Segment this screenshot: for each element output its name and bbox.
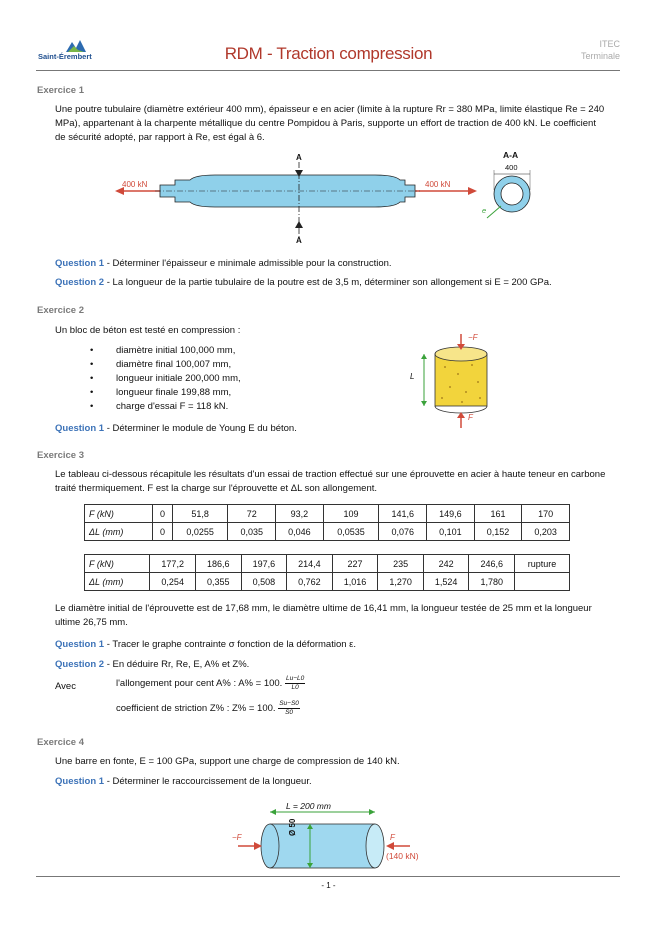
table-cell: 0,076 [379,523,427,541]
table-cell: 177,2 [150,555,196,573]
length-label: L [410,372,415,381]
table-cell: 141,6 [379,505,427,523]
table-cell: 197,6 [241,555,287,573]
exercise-3-title: Exercice 3 [37,450,85,461]
table-header: F (kN) [85,505,153,523]
formula-fraction [278,700,300,717]
table-cell: 0,508 [241,573,287,591]
logo-text: Saint-Érembert [38,52,92,61]
question-label: Question 1 [55,423,105,434]
table-cell: 0,355 [195,573,241,591]
exercise-1-question-1 [55,257,392,271]
table-cell: 242 [423,555,469,573]
table-cell: 93,2 [276,505,324,523]
list-item: • diamètre initial 100,000 mm, [90,344,241,358]
table-cell: 0,152 [474,523,522,541]
question-label: Question 2 [55,659,105,670]
table-header: ΔL (mm) [85,523,153,541]
table-cell: 0,762 [287,573,333,591]
table-cell: 109 [323,505,379,523]
list-item: • longueur initiale 200,000 mm, [90,372,241,386]
table-cell: 0,254 [150,573,196,591]
exercise-3-question-2 [55,658,249,672]
thickness-label: e [482,206,487,215]
table-cell: 0 [153,523,172,541]
formula-text: l'allongement pour cent A% : A% = 100. [116,678,283,690]
fraction-numerator: Lu−L0 [285,675,305,682]
exercise-1-title: Exercice 1 [37,85,85,96]
table-cell: 161 [474,505,522,523]
fraction-denominator: S0 [285,709,294,716]
table-cell: 0,035 [228,523,276,541]
table-cell: 0,203 [522,523,570,541]
question-label: Question 1 [55,776,105,787]
page-number: - 1 - [321,881,336,890]
table-header: F (kN) [85,555,150,573]
section-mark-bottom: A [296,236,302,245]
exercise-3-question-1 [55,638,356,652]
avec-label: Avec [55,681,76,692]
table-cell: 0,101 [427,523,475,541]
bar-diameter-label: Ø 50 [288,818,297,836]
exercise-2-intro: Un bloc de béton est testé en compression : [55,325,241,336]
table-cell: 51,8 [172,505,228,523]
list-item: • charge d'essai F = 118 kN. [90,400,241,414]
fraction-denominator: L0 [291,684,299,691]
question-text: - Déterminer le module de Young E du béton. [104,423,297,434]
table-row [85,505,570,523]
right-force-label: 400 kN [425,180,451,189]
header-rule [36,70,620,71]
table-cell: 0,0255 [172,523,228,541]
section-mark-top: A [296,153,302,162]
question-label: Question 2 [55,277,105,288]
exercise-3-text: Le tableau ci-dessous récapitule les résultats d'un essai de traction effectué sur une éprouvette en acier à haute teneur en carbone traité thermiquement. F est la charge sur l'éprouvette et ΔL son allongement. [55,469,606,494]
table-row [85,523,570,541]
diameter-dim: 400 [505,163,518,172]
table-cell [515,573,570,591]
table-cell: 186,6 [195,555,241,573]
table-cell: 235 [378,555,424,573]
table-cell: 214,4 [287,555,333,573]
tensile-table-1 [84,504,570,541]
question-text: - En déduire Rr, Re, E, A% et Z%. [104,659,250,670]
exercise-2-question-1 [55,422,297,436]
exercise-2-title: Exercice 2 [37,305,85,316]
bar-left-force-label: −F [232,833,242,842]
table-row [85,573,570,591]
exercise-1-text: Une poutre tubulaire (diamètre extérieur 400 mm), épaisseur e en acier (limite à la rupture Rr = 380 MPa, limite élastique Re = 240 MPa), appartenant à la charpente métallique du centre Pompidou à Paris, supporte un effort de traction de 400 kN. Le coefficient de sécurité adopté, par rapport à Re, est égal à 6. [55,104,605,143]
table-row [85,555,570,573]
class-label-itec: ITEC [599,39,620,49]
fraction-numerator: Su−S0 [279,700,299,707]
exercise-4-question-1 [55,775,312,789]
table-cell: 227 [332,555,378,573]
table-cell: 0,0535 [323,523,379,541]
table-cell: 170 [522,505,570,523]
table-cell: 246,6 [469,555,515,573]
table-cell: 1,270 [378,573,424,591]
exercise-1-question-2 [55,276,552,290]
table-cell: 72 [228,505,276,523]
bottom-force-label: F [468,413,473,422]
formula-elongation [116,675,305,692]
class-label-level: Terminale [580,51,620,61]
tensile-table-2 [84,554,570,591]
section-title: A-A [503,150,519,160]
formula-striction [116,700,300,717]
table-cell: 1,780 [469,573,515,591]
table-header: ΔL (mm) [85,573,150,591]
table-cell: 1,016 [332,573,378,591]
list-item: • diamètre final 100,007 mm, [90,358,241,372]
table-cell: 0 [153,505,172,523]
table-cell: 1,524 [423,573,469,591]
question-text: - La longueur de la partie tubulaire de la poutre est de 3,5 m, déterminer son allongement si E = 200 GPa. [104,277,552,288]
page-title: RDM - Traction compression [224,44,433,63]
bar-right-force-label: F [390,833,395,842]
top-force-label: −F [468,333,478,342]
question-label: Question 1 [55,258,105,269]
bar-load-label: (140 kN) [386,851,419,861]
question-text: - Déterminer le raccourcissement de la longueur. [104,776,312,787]
left-force-label: 400 kN [122,180,148,189]
formula-fraction [285,675,305,692]
question-label: Question 1 [55,639,105,650]
concrete-block-figure [400,332,510,432]
tube-beam-figure [115,150,555,250]
footer-rule [36,876,620,877]
exercise-4-text: Une barre en fonte, E = 100 GPa, support une charge de compression de 140 kN. [55,756,400,767]
bar-length-label: L = 200 mm [286,801,331,811]
exercise-4-title: Exercice 4 [37,737,85,748]
table-cell: rupture [515,555,570,573]
list-item: • longueur finale 199,88 mm, [90,386,241,400]
class-label [581,38,620,62]
exercise-2-bullets [90,344,241,414]
question-text: - Déterminer l'épaisseur e minimale admissible pour la construction. [104,258,392,269]
question-text: - Tracer le graphe contrainte σ fonction de la déformation ε. [104,639,357,650]
formula-text: coefficient de striction Z% : Z% = 100. [116,703,276,715]
table-cell: 149,6 [427,505,475,523]
exercise-3-text-2: Le diamètre initial de l'éprouvette est de 17,68 mm, le diamètre ultime de 16,41 mm, la longueur testée de 25 mm et la longueur ultime 26,75 mm. [55,603,592,628]
table-cell: 0,046 [276,523,324,541]
